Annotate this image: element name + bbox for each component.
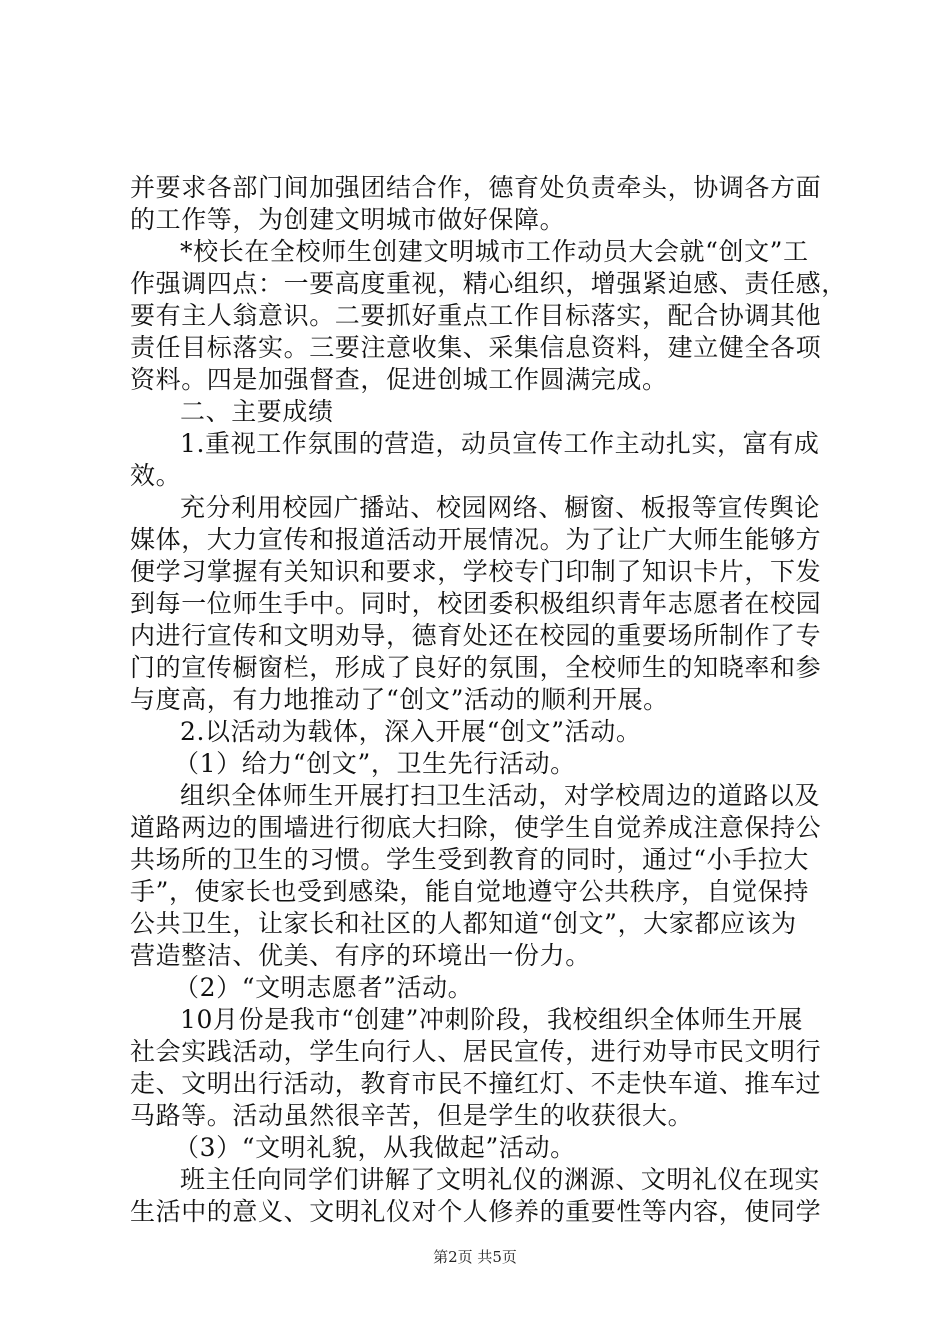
body-text <box>130 172 847 1228</box>
text-line: 作强调四点：一要高度重视，精心组织，增强紧迫感、责任感， <box>130 269 847 298</box>
text-line: 的工作等，为创建文明城市做好保障。 <box>130 205 566 234</box>
page-footer <box>0 1247 950 1267</box>
text-line: 社会实践活动，学生向行人、居民宣传，进行劝导市民文明行 <box>130 1037 822 1066</box>
text-line: 门的宣传橱窗栏，形成了良好的氛围，全校师生的知晓率和参 <box>130 653 822 682</box>
subsection-heading: 2.以活动为载体，深入开展“创文”活动。 <box>180 717 642 746</box>
text-line: 效。 <box>130 461 182 490</box>
item-heading: （2）“文明志愿者”活动。 <box>174 973 474 1002</box>
text-line: 要有主人翁意识。二要抓好重点工作目标落实，配合协调其他 <box>130 301 822 330</box>
text-line: 道路两边的围墙进行彻底大扫除，使学生自觉养成注意保持公 <box>130 813 822 842</box>
text-line: 营造整洁、优美、有序的环境出一份力。 <box>130 941 591 970</box>
subsection-heading: 1.重视工作氛围的营造，动员宣传工作主动扎实，富有成 <box>180 429 820 458</box>
text-line: 共场所的卫生的习惯。学生受到教育的同时，通过“小手拉大 <box>130 845 809 874</box>
text-line: 走、文明出行活动，教育市民不撞红灯、不走快车道、推车过 <box>130 1069 822 1098</box>
text-line: 公共卫生，让家长和社区的人都知道“创文”，大家都应该为 <box>130 909 797 938</box>
text-line: 便学习掌握有关知识和要求，学校专门印制了知识卡片，下发 <box>130 557 822 586</box>
text-line: 与度高，有力地推动了“创文”活动的顺利开展。 <box>130 685 669 714</box>
text-line: 资料。四是加强督查，促进创城工作圆满完成。 <box>130 365 668 394</box>
paragraph-start: *校长在全校师生创建文明城市工作动员大会就“创文”工 <box>180 237 809 266</box>
text-line: 马路等。活动虽然很辛苦，但是学生的收获很大。 <box>130 1101 694 1130</box>
paragraph-start: 班主任向同学们讲解了文明礼仪的渊源、文明礼仪在现实 <box>180 1165 821 1194</box>
text-line: 生活中的意义、文明礼仪对个人修养的重要性等内容，使同学 <box>130 1197 822 1226</box>
paragraph-start: 组织全体师生开展打扫卫生活动，对学校周边的道路以及 <box>180 781 821 810</box>
text-line: 责任目标落实。三要注意收集、采集信息资料，建立健全各项 <box>130 333 822 362</box>
text-line: 内进行宣传和文明劝导，德育处还在校园的重要场所制作了专 <box>130 621 822 650</box>
text-line: 手”，使家长也受到感染，能自觉地遵守公共秩序，自觉保持 <box>130 877 809 906</box>
item-heading: （1）给力“创文”，卫生先行活动。 <box>174 749 576 778</box>
paragraph-start: 10月份是我市“创建”冲刺阶段，我校组织全体师生开展 <box>180 1005 803 1034</box>
page-number: 第2页 共5页 <box>433 1248 517 1266</box>
text-line: 到每一位师生手中。同时，校团委积极组织青年志愿者在校园 <box>130 589 822 618</box>
text-line: 并要求各部门间加强团结合作，德育处负责牵头，协调各方面 <box>130 173 822 202</box>
item-heading: （3）“文明礼貌，从我做起”活动。 <box>174 1133 576 1162</box>
section-heading: 二、主要成绩 <box>180 397 334 426</box>
paragraph-start: 充分利用校园广播站、校园网络、橱窗、板报等宣传舆论 <box>180 493 821 522</box>
text-line: 媒体，大力宣传和报道活动开展情况。为了让广大师生能够方 <box>130 525 822 554</box>
